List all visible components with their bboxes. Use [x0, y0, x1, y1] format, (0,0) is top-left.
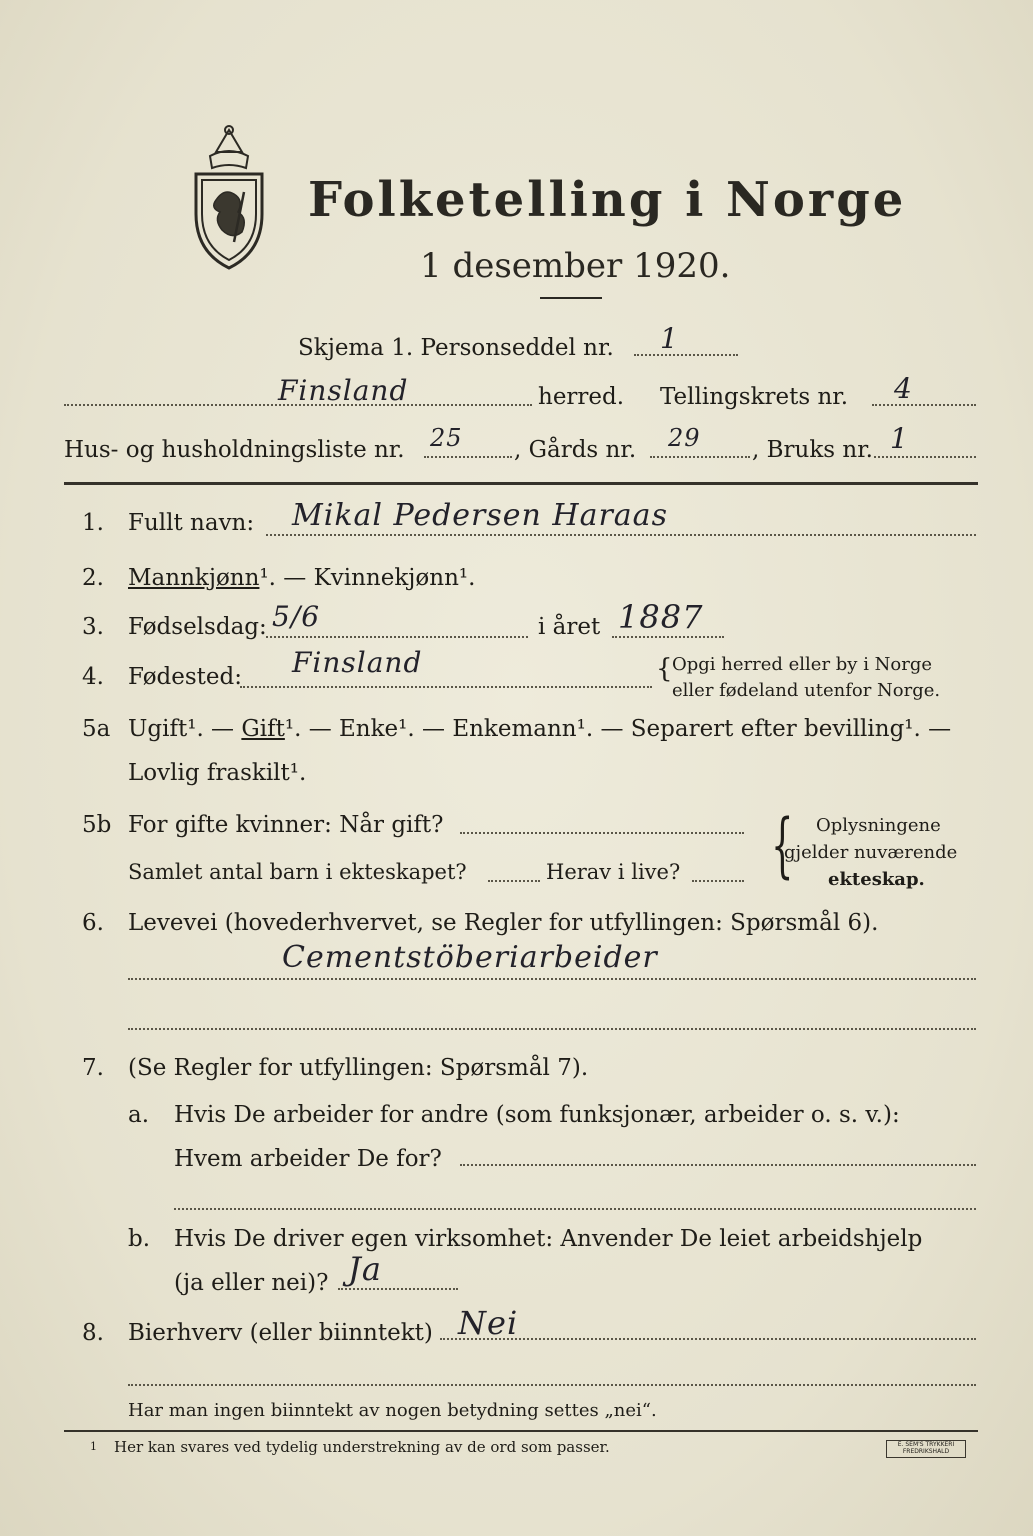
- gender-rest: ¹. — Kvinnekjønn¹.: [259, 565, 476, 591]
- q6-label: Levevei (hovederhvervet, se Regler for utfyllingen: Spørsmål 6).: [128, 910, 879, 936]
- q8-number: 8.: [82, 1320, 104, 1346]
- q3-number: 3.: [82, 614, 104, 640]
- q3-year-label: i året: [538, 614, 601, 640]
- q8-line: [440, 1338, 976, 1340]
- bruks-line: [874, 456, 976, 458]
- q6-number: 6.: [82, 910, 104, 936]
- printer-stamp: E. SEM'S TRYKKERI FREDRIKSHALD: [886, 1440, 966, 1458]
- census-date: 1 desember 1920.: [420, 246, 731, 286]
- marital-married-option[interactable]: Gift: [241, 716, 285, 742]
- q4-bracket: {: [656, 654, 673, 684]
- q5b-alive-label: Herav i live?: [546, 860, 681, 884]
- hus-line: [424, 456, 512, 458]
- hus-label: Hus- og husholdningsliste nr.: [64, 437, 405, 463]
- q4-label: Fødested:: [128, 664, 243, 690]
- footer-separator: [64, 1430, 978, 1432]
- birth-year-value[interactable]: 1887: [618, 598, 704, 636]
- gender-male-option[interactable]: Mannkjønn: [128, 565, 260, 591]
- employer-line-2[interactable]: [174, 1208, 976, 1210]
- q2-number: 2.: [82, 565, 104, 591]
- q4-note-line2: eller fødeland utenfor Norge.: [672, 680, 941, 701]
- married-when-line[interactable]: [460, 832, 744, 834]
- q5b-note-line1: Oplysningene: [816, 815, 941, 836]
- q5b-bracket: {: [771, 804, 794, 886]
- q4-note-line1: Opgi herred eller by i Norge: [672, 654, 933, 675]
- herred-label: herred.: [538, 384, 625, 410]
- gender-options: [128, 565, 475, 591]
- personseddel-line: [634, 354, 738, 356]
- employer-line[interactable]: [460, 1164, 976, 1166]
- children-alive-line[interactable]: [692, 880, 744, 882]
- q5b-note-line2: gjelder nuværende: [784, 842, 958, 863]
- bruks-label: , Bruks nr.: [752, 437, 873, 463]
- children-count-line[interactable]: [488, 880, 540, 882]
- birthplace-value[interactable]: Finsland: [292, 646, 423, 679]
- q7-label: (Se Regler for utfyllingen: Spørsmål 7).: [128, 1055, 589, 1081]
- q5a-number: 5a: [82, 716, 111, 742]
- schema-label: Skjema 1. Personseddel nr.: [298, 335, 614, 361]
- marital-options: [128, 716, 951, 742]
- birth-date-value[interactable]: 5/6: [272, 600, 321, 633]
- q5b-children-label: Samlet antal barn i ekteskapet?: [128, 860, 467, 884]
- q6-line2[interactable]: [128, 1028, 976, 1030]
- footnote-text: Her kan svares ved tydelig understrekning av de ord som passer.: [114, 1438, 610, 1456]
- marital-unmarried[interactable]: Ugift¹. —: [128, 716, 242, 742]
- q7b-line: [338, 1288, 458, 1290]
- hired-help-value[interactable]: Ja: [348, 1250, 382, 1288]
- q7a-employer-label: Hvem arbeider De for?: [174, 1146, 442, 1172]
- bruks-value[interactable]: 1: [890, 422, 909, 455]
- q3-year-line: [612, 636, 724, 638]
- header-separator: [64, 482, 978, 485]
- q3-line: [266, 636, 528, 638]
- gards-label: , Gårds nr.: [514, 437, 637, 463]
- q7b-label: Hvis De driver egen virksomhet: Anvender De leiet arbeidshjelp: [174, 1226, 923, 1252]
- gards-line: [650, 456, 750, 458]
- q8-line2[interactable]: [128, 1384, 976, 1386]
- q5b-note-line3: ekteskap.: [828, 869, 925, 890]
- q5b-number: 5b: [82, 812, 112, 838]
- marital-rest: ¹. — Enke¹. — Enkemann¹. — Separert efter bevilling¹. —: [284, 716, 952, 742]
- q4-line: [240, 686, 652, 688]
- herred-value[interactable]: Finsland: [278, 374, 409, 407]
- q7b-letter: b.: [128, 1226, 151, 1252]
- q6-line1: [128, 978, 976, 980]
- q1-label: Fullt navn:: [128, 510, 255, 536]
- footer-note: Har man ingen biinntekt av nogen betydning settes „nei“.: [128, 1400, 657, 1421]
- q8-label: Bierhverv (eller biinntekt): [128, 1320, 433, 1346]
- occupation-value[interactable]: Cementstöberiarbeider: [282, 940, 658, 975]
- q7b-answer-label: (ja eller nei)?: [174, 1270, 329, 1296]
- personseddel-value[interactable]: 1: [660, 322, 679, 355]
- tellingskrets-value[interactable]: 4: [894, 372, 913, 405]
- hus-value[interactable]: 25: [430, 424, 463, 452]
- footnote-mark: 1: [90, 1440, 97, 1453]
- q7a-letter: a.: [128, 1102, 150, 1128]
- q7-number: 7.: [82, 1055, 104, 1081]
- q1-line: [266, 534, 976, 536]
- q3-label: Fødselsdag:: [128, 614, 267, 640]
- q5b-label: For gifte kvinner: Når gift?: [128, 812, 444, 838]
- q1-number: 1.: [82, 510, 104, 536]
- full-name-value[interactable]: Mikal Pedersen Haraas: [292, 498, 668, 533]
- tellingskrets-label: Tellingskrets nr.: [660, 384, 849, 410]
- title-divider: [540, 297, 602, 299]
- marital-divorced[interactable]: Lovlig fraskilt¹.: [128, 760, 307, 786]
- tellingskrets-line: [872, 404, 976, 406]
- form-title: Folketelling i Norge: [308, 172, 907, 228]
- side-income-value[interactable]: Nei: [458, 1304, 519, 1342]
- norwegian-coat-of-arms-icon: [188, 122, 270, 272]
- q4-number: 4.: [82, 664, 104, 690]
- q7a-label: Hvis De arbeider for andre (som funksjonær, arbeider o. s. v.):: [174, 1102, 900, 1128]
- gards-value[interactable]: 29: [668, 424, 701, 452]
